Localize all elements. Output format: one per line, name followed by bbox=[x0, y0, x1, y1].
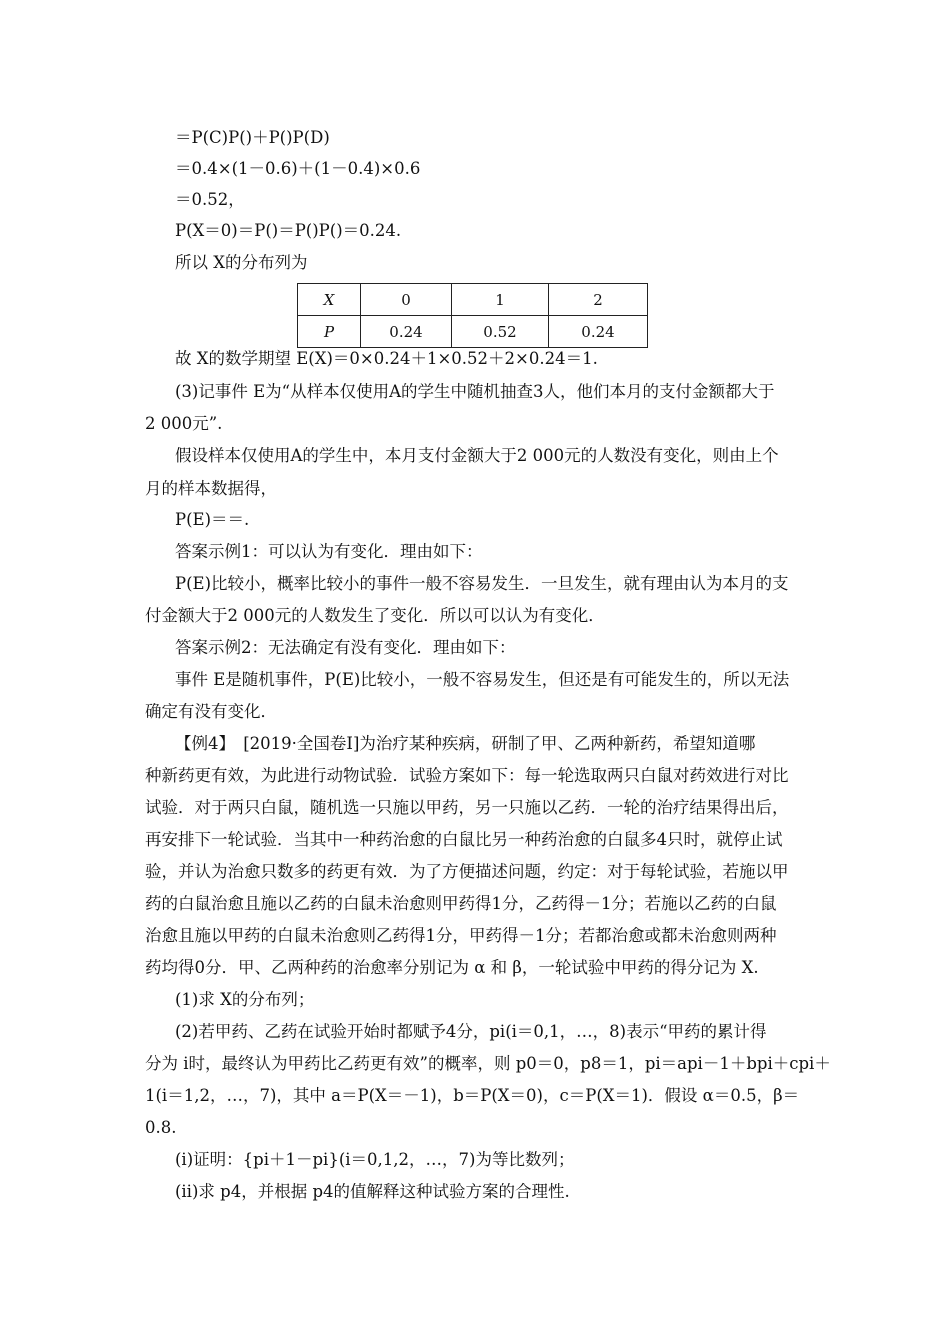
dist-intro: 所以 X的分布列为 bbox=[175, 253, 308, 272]
example4-line-7: 治愈且施以甲药的白鼠未治愈则乙药得1分，甲药得－1分；若都治愈或都未治愈则两种 bbox=[145, 926, 777, 945]
table-row bbox=[298, 284, 648, 316]
question-2-line-4: 0.8. bbox=[145, 1118, 177, 1137]
table-cell: 0.24 bbox=[549, 316, 648, 348]
question-2-line-2: 分为 i时，最终认为甲药比乙药更有效”的概率，则 p0＝0，p8＝1，pi＝api－1＋bpi＋cpi＋ bbox=[145, 1054, 831, 1073]
table-cell: 0.24 bbox=[361, 316, 452, 348]
eq-line-4: P(X＝0)＝P()＝P()P()＝0.24. bbox=[175, 221, 402, 240]
question-2-line-3: 1(i＝1,2，…，7)，其中 a＝P(X＝－1)，b＝P(X＝0)，c＝P(X＝1)．假设 α＝0.5，β＝ bbox=[145, 1086, 800, 1105]
part3-line-1: (3)记事件 E为“从样本仅使用A的学生中随机抽查3人，他们本月的支付金额都大于 bbox=[175, 382, 775, 401]
table-cell: 2 bbox=[549, 284, 648, 316]
distribution-table bbox=[297, 283, 648, 348]
table-row bbox=[298, 316, 648, 348]
question-2-line-1: (2)若甲药、乙药在试验开始时都赋予4分，pi(i＝0,1，…，8)表示“甲药的累计得 bbox=[175, 1022, 767, 1041]
answer2-line-2: 确定有没有变化． bbox=[145, 702, 277, 721]
example4-line-2: 种新药更有效，为此进行动物试验．试验方案如下：每一轮选取两只白鼠对药效进行对比 bbox=[145, 766, 789, 785]
answer1-title: 答案示例1：可以认为有变化．理由如下： bbox=[175, 542, 483, 561]
question-2-ii: (ⅱ)求 p4，并根据 p4的值解释这种试验方案的合理性. bbox=[175, 1182, 570, 1201]
answer1-line-1: P(E)比较小，概率比较小的事件一般不容易发生．一旦发生，就有理由认为本月的支 bbox=[175, 574, 789, 593]
eq-line-3: ＝0.52， bbox=[175, 190, 245, 209]
question-2-i: (ⅰ)证明：{pi＋1－pi}(i＝0,1,2，…，7)为等比数列； bbox=[175, 1150, 575, 1169]
part3-line-2: 2 000元”. bbox=[145, 414, 223, 433]
example4-line-4: 再安排下一轮试验．当其中一种药治愈的白鼠比另一种药治愈的白鼠多4只时，就停止试 bbox=[145, 830, 783, 849]
eq-line-1: ＝P(C)P()＋P()P(D) bbox=[175, 128, 330, 147]
example4-line-8: 药均得0分．甲、乙两种药的治愈率分别记为 α 和 β，一轮试验中甲药的得分记为 X. bbox=[145, 958, 759, 977]
eq-line-2: ＝0.4×(1－0.6)＋(1－0.4)×0.6 bbox=[175, 159, 421, 178]
answer2-title: 答案示例2：无法确定有没有变化．理由如下： bbox=[175, 638, 516, 657]
table-cell: 1 bbox=[452, 284, 549, 316]
assume-line-2: 月的样本数据得， bbox=[145, 479, 277, 498]
assume-line-1: 假设样本仅使用A的学生中，本月支付金额大于2 000元的人数没有变化，则由上个 bbox=[175, 446, 779, 465]
example4-line-5: 验，并认为治愈只数多的药更有效．为了方便描述问题，约定：对于每轮试验，若施以甲 bbox=[145, 862, 789, 881]
table-cell: 0 bbox=[361, 284, 452, 316]
example4-line-3: 试验．对于两只白鼠，随机选一只施以甲药，另一只施以乙药．一轮的治疗结果得出后， bbox=[145, 798, 789, 817]
pe-line: P(E)＝＝. bbox=[175, 510, 250, 529]
example4-line-1: 【例4】 [2019·全国卷Ⅰ]为治疗某种疾病，研制了甲、乙两种新药，希望知道哪 bbox=[175, 734, 756, 753]
table-cell: 0.52 bbox=[452, 316, 549, 348]
example4-line-6: 药的白鼠治愈且施以乙药的白鼠未治愈则甲药得1分，乙药得－1分；若施以乙药的白鼠 bbox=[145, 894, 777, 913]
table-cell: P bbox=[298, 316, 361, 348]
table-cell: X bbox=[298, 284, 361, 316]
answer1-line-2: 付金额大于2 000元的人数发生了变化．所以可以认为有变化． bbox=[145, 606, 605, 625]
answer2-line-1: 事件 E是随机事件，P(E)比较小，一般不容易发生，但还是有可能发生的，所以无法 bbox=[175, 670, 790, 689]
question-1: (1)求 X的分布列； bbox=[175, 990, 315, 1009]
expectation-line: 故 X的数学期望 E(X)＝0×0.24＋1×0.52＋2×0.24＝1. bbox=[175, 349, 598, 368]
